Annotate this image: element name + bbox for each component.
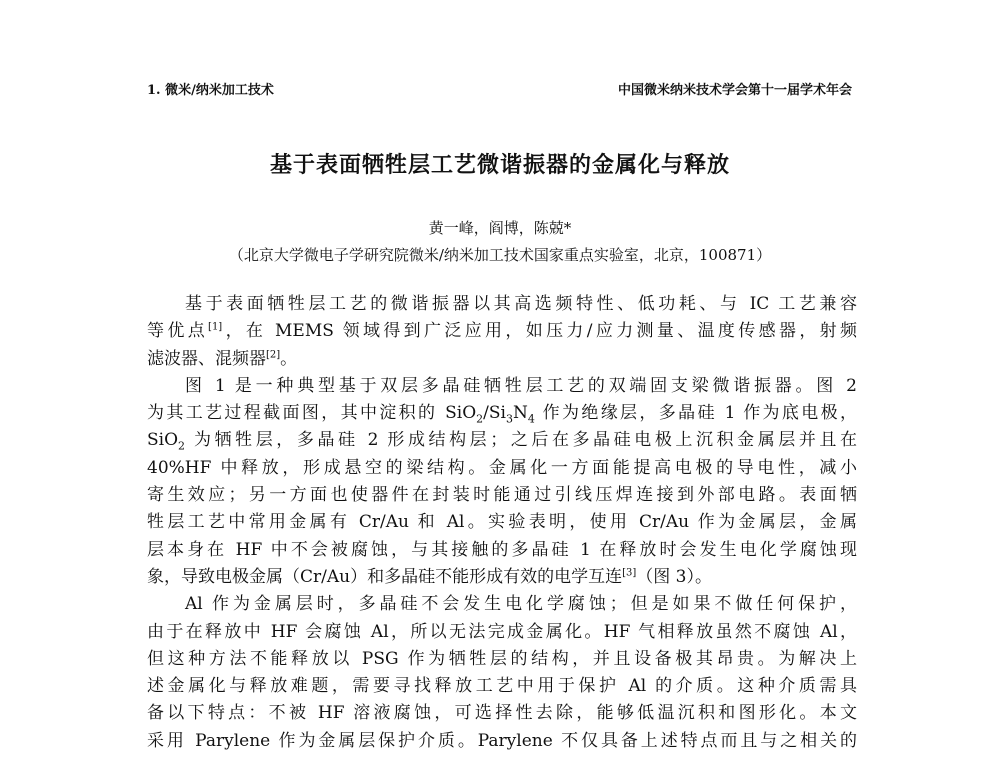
text-segment: 40%HF 中释放，形成悬空的梁结构。金属化一方面能提高电极的导电性，减小 xyxy=(147,457,857,478)
text-line xyxy=(147,619,857,646)
text-line xyxy=(147,700,857,727)
subscript: 3 xyxy=(505,412,513,426)
text-line xyxy=(147,564,857,591)
text-segment: 作为绝缘层，多晶硅 1 作为底电极， xyxy=(534,403,857,424)
running-header-section: 1. 微米/纳米加工技术 xyxy=(147,83,274,98)
authors: 黄一峰，阎博，陈兢* xyxy=(428,219,572,237)
text-line xyxy=(147,646,857,673)
text-segment: /Si xyxy=(483,403,506,424)
paper-title: 基于表面牺牲层工艺微谐振器的金属化与释放 xyxy=(269,153,730,178)
text-line xyxy=(147,318,857,345)
affiliation: （北京大学微电子学研究院微米/纳米加工技术国家重点实验室，北京，100871） xyxy=(228,246,772,264)
text-line xyxy=(147,537,857,564)
text-line xyxy=(147,591,857,618)
text-segment: 述金属化与释放难题，需要寻找释放工艺中用于保护 Al 的介质。这种介质需具 xyxy=(147,676,857,697)
text-line xyxy=(147,346,857,373)
text-line xyxy=(147,291,857,318)
running-header-conference: 中国微米纳米技术学会第十一届学术年会 xyxy=(617,83,852,98)
text-segment: 牲层工艺中常用金属有 Cr/Au 和 Al。实验表明，使用 Cr/Au 作为金属层，金属 xyxy=(147,512,857,533)
text-segment: 层本身在 HF 中不会被腐蚀，与其接触的多晶硅 1 在释放时会发生电化学腐蚀现 xyxy=(147,539,857,560)
text-segment: 等优点 xyxy=(147,321,209,342)
text-segment: 由于在释放中 HF 会腐蚀 Al，所以无法完成金属化。HF 气相释放虽然不腐蚀 Al， xyxy=(147,621,857,642)
text-segment: Al 作为金属层时，多晶硅不会发生电化学腐蚀；但是如果不做任何保护， xyxy=(185,594,857,615)
text-line xyxy=(147,509,857,536)
text-segment: 象，导致电极金属（Cr/Au）和多晶硅不能形成有效的电学互连 xyxy=(147,566,623,587)
body-text xyxy=(147,291,857,755)
text-segment: ，在 MEMS 领域得到广泛应用，如压力/应力测量、温度传感器，射频 xyxy=(222,321,858,342)
citation-ref: [3] xyxy=(622,567,637,579)
text-segment: 滤波器、混频器 xyxy=(147,348,266,369)
text-line xyxy=(147,673,857,700)
citation-ref: [2] xyxy=(266,348,281,360)
subscript: 4 xyxy=(527,412,535,426)
text-line xyxy=(147,427,857,454)
subscript: 2 xyxy=(178,439,186,453)
text-segment: （图 3）。 xyxy=(636,566,712,587)
citation-ref: [1] xyxy=(208,321,223,333)
text-segment: 为牺牲层，多晶硅 2 形成结构层；之后在多晶硅电极上沉积金属层并且在 xyxy=(185,430,857,451)
text-segment: 但这种方法不能释放以 PSG 作为牺牲层的结构，并且设备极其昂贵。为解决上 xyxy=(147,648,857,669)
text-segment: 为其工艺过程截面图，其中淀积的 SiO xyxy=(147,403,477,424)
subscript: 2 xyxy=(476,412,484,426)
text-line xyxy=(147,728,857,755)
text-segment: 备以下特点：不被 HF 溶液腐蚀，可选择性去除，能够低温沉积和图形化。本文 xyxy=(147,703,857,724)
text-line xyxy=(147,482,857,509)
text-segment: 采用 Parylene 作为金属层保护介质。Parylene 不仅具备上述特点而且与之相关的 xyxy=(147,730,857,751)
text-segment: 基于表面牺牲层工艺的微谐振器以其高选频特性、低功耗、与 IC 工艺兼容 xyxy=(185,294,857,314)
text-line xyxy=(147,400,857,427)
text-segment: N xyxy=(512,403,528,424)
text-segment: 寄生效应；另一方面也使器件在封装时能通过引线压焊连接到外部电路。表面牺 xyxy=(147,485,857,506)
text-segment: 图 1 是一种典型基于双层多晶硅牺牲层工艺的双端固支梁微谐振器。图 2 xyxy=(185,375,857,396)
text-segment: SiO xyxy=(147,430,179,451)
text-line xyxy=(147,373,857,400)
text-line xyxy=(147,455,857,482)
text-segment: 。 xyxy=(280,348,298,369)
